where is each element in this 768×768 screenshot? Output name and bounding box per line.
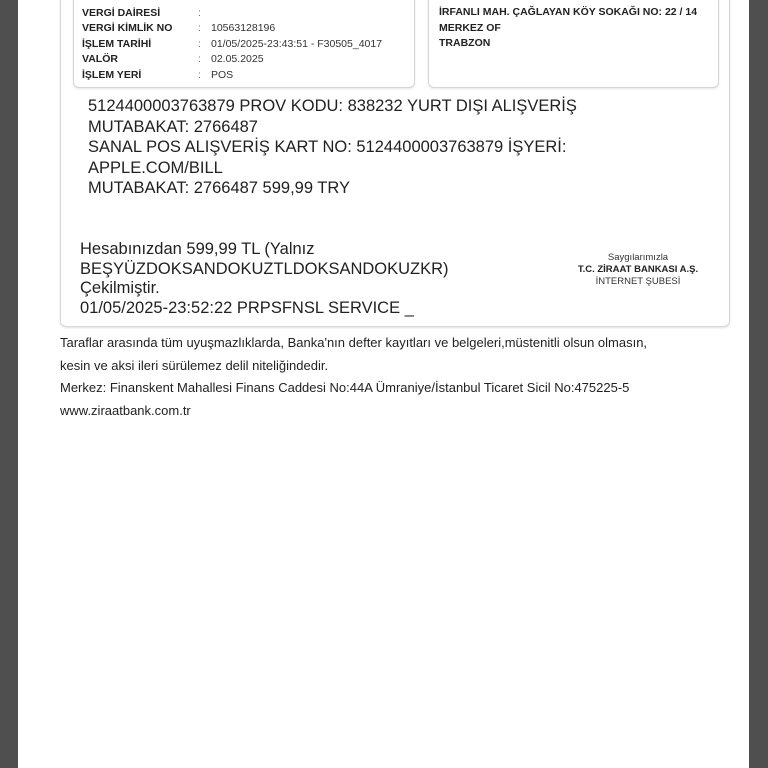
legal-footer: [60, 332, 750, 422]
signature-greeting: Saygılarımızla: [607, 252, 669, 263]
description-line: SANAL POS ALIŞVERİŞ KART NO: 5124400003763879 İŞYERİ:: [88, 138, 567, 156]
info-label: İŞLEM TARİHİ: [82, 37, 152, 50]
info-label: VERGİ KİMLİK NO: [82, 22, 173, 35]
debit-line: Hesabınızdan 599,99 TL (Yalnız: [80, 240, 315, 258]
info-separator: :: [198, 68, 201, 81]
address-box: [428, 0, 719, 88]
info-row-tax-office: [82, 5, 382, 21]
debit-line: Çekilmiştir.: [80, 279, 160, 297]
debit-line: 01/05/2025-23:52:22 PRPSFNSL SERVICE _: [80, 298, 414, 317]
info-separator: :: [198, 6, 201, 19]
info-label: İŞLEM YERİ: [82, 68, 142, 81]
info-label: VERGİ DAİRESİ: [82, 6, 161, 19]
description-line: 5124400003763879 PROV KODU: 838232 YURT DIŞI ALIŞVERİŞ: [88, 97, 577, 115]
signature-branch: İNTERNET ŞUBESİ: [595, 276, 681, 287]
description-line: MUTABAKAT: 2766487 599,99 TRY: [88, 179, 351, 197]
description-line: APPLE.COM/BILL: [88, 158, 223, 177]
merchant-info-table: [82, 5, 382, 83]
info-value: POS: [211, 68, 234, 81]
merchant-info-box: [73, 0, 415, 88]
address-text: [439, 5, 697, 52]
footer-line: Merkez: Finanskent Mahallesi Finans Caddesi No:44A Ümraniye/İstanbul Ticaret Sicil No:475225-5: [60, 380, 630, 395]
footer-line: Taraflar arasında tüm uyuşmazlıklarda, Banka'nın defter kayıtları ve belgeleri,müstenitli olsun olmasın,: [60, 335, 648, 350]
info-value: 02.05.2025: [211, 53, 264, 66]
debit-line: BEŞYÜZDOKSANDOKUZTLDOKSANDOKUZKR): [80, 259, 449, 278]
info-separator: :: [198, 53, 201, 66]
address-line: MERKEZ OF: [439, 21, 501, 34]
info-row-value-date: [82, 52, 382, 68]
info-row-tax-id: [82, 21, 382, 37]
bank-signature: [538, 252, 738, 288]
signature-bank-name: T.C. ZİRAAT BANKASI A.Ş.: [577, 264, 699, 275]
debit-notice: [80, 240, 449, 318]
info-value: 10563128196: [211, 22, 276, 35]
address-line: TRABZON: [439, 37, 491, 49]
footer-website-link[interactable]: www.ziraatbank.com.tr: [60, 402, 191, 418]
info-separator: :: [198, 22, 201, 35]
info-separator: :: [198, 37, 201, 50]
receipt-page: [18, 0, 749, 768]
info-row-transaction-date: [82, 36, 382, 52]
transaction-description: [88, 96, 688, 199]
footer-line: kesin ve aksi ileri sürülemez delil niteliğindedir.: [60, 357, 329, 373]
description-line: MUTABAKAT: 2766487: [88, 117, 258, 136]
address-line: İRFANLI MAH. ÇAĞLAYAN KÖY SOKAĞI NO: 22 / 14: [439, 6, 698, 18]
info-row-transaction-place: [82, 67, 382, 83]
info-label: VALÖR: [82, 53, 118, 66]
info-value: 01/05/2025-23:43:51 - F30505_4017: [211, 37, 383, 50]
